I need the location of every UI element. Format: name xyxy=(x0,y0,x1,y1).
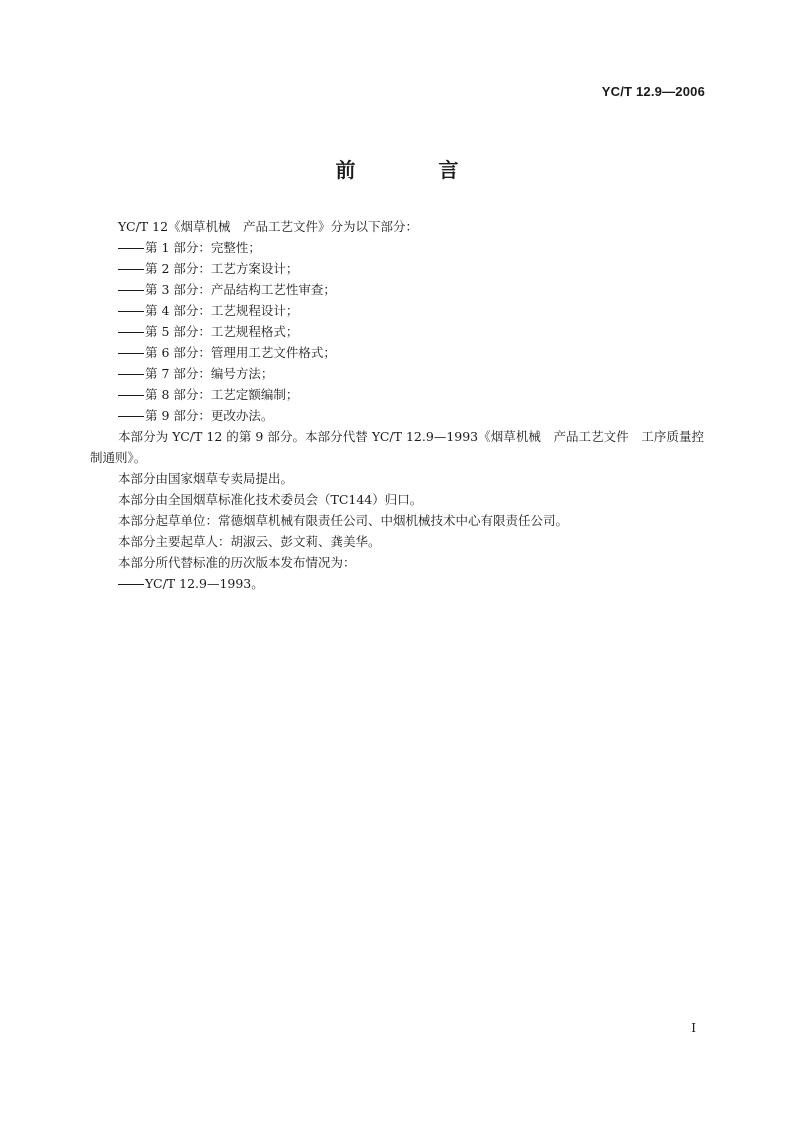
dash-mark xyxy=(118,248,144,249)
part-item xyxy=(90,237,704,258)
part-item xyxy=(90,384,704,405)
proposer-paragraph: 本部分由国家烟草专卖局提出。 xyxy=(118,471,294,486)
dash-mark xyxy=(118,332,144,333)
part-item xyxy=(90,279,704,300)
history-text: YC/T 12.9—1993。 xyxy=(145,576,264,591)
drafting-units-paragraph: 本部分起草单位：常德烟草机械有限责任公司、中烟机械技术中心有限责任公司。 xyxy=(118,513,569,528)
part-text: 第 1 部分：完整性； xyxy=(145,240,261,255)
dash-mark xyxy=(118,416,144,417)
dash-mark xyxy=(118,290,144,291)
dash-mark xyxy=(118,353,144,354)
part-text: 第 4 部分：工艺规程设计； xyxy=(145,303,299,318)
part-text: 第 2 部分：工艺方案设计； xyxy=(145,261,299,276)
part-text: 第 7 部分：编号方法； xyxy=(145,366,274,381)
dash-mark xyxy=(118,269,144,270)
page-number: I xyxy=(691,1021,696,1035)
history-item xyxy=(90,573,704,594)
part-text: 第 9 部分：更改办法。 xyxy=(145,408,274,423)
committee-paragraph: 本部分由全国烟草标准化技术委员会（TC144）归口。 xyxy=(118,492,423,507)
foreword-content xyxy=(90,216,704,594)
dash-mark xyxy=(118,395,144,396)
part-item xyxy=(90,258,704,279)
part-item xyxy=(90,342,704,363)
history-intro-paragraph: 本部分所代替标准的历次版本发布情况为： xyxy=(118,555,356,570)
intro-paragraph: YC/T 12《烟草机械 产品工艺文件》分为以下部分： xyxy=(118,219,419,234)
page-title: 前 言 xyxy=(335,158,497,182)
part-text: 第 3 部分：产品结构工艺性审查； xyxy=(145,282,336,297)
dash-mark xyxy=(118,311,144,312)
part-item xyxy=(90,300,704,321)
dash-mark xyxy=(118,584,144,585)
part-item xyxy=(90,321,704,342)
drafters-paragraph: 本部分主要起草人：胡淑云、彭文莉、龚美华。 xyxy=(118,534,381,549)
part-item xyxy=(90,363,704,384)
replacement-paragraph: 本部分为 YC/T 12 的第 9 部分。本部分代替 YC/T 12.9—1993《烟草机械 产品工艺文件 工序质量控制通则》。 xyxy=(90,429,704,465)
part-text: 第 5 部分：工艺规程格式； xyxy=(145,324,299,339)
standard-code: YC/T 12.9—2006 xyxy=(601,84,705,99)
part-item xyxy=(90,405,704,426)
dash-mark xyxy=(118,374,144,375)
part-text: 第 8 部分：工艺定额编制； xyxy=(145,387,299,402)
part-text: 第 6 部分：管理用工艺文件格式； xyxy=(145,345,336,360)
